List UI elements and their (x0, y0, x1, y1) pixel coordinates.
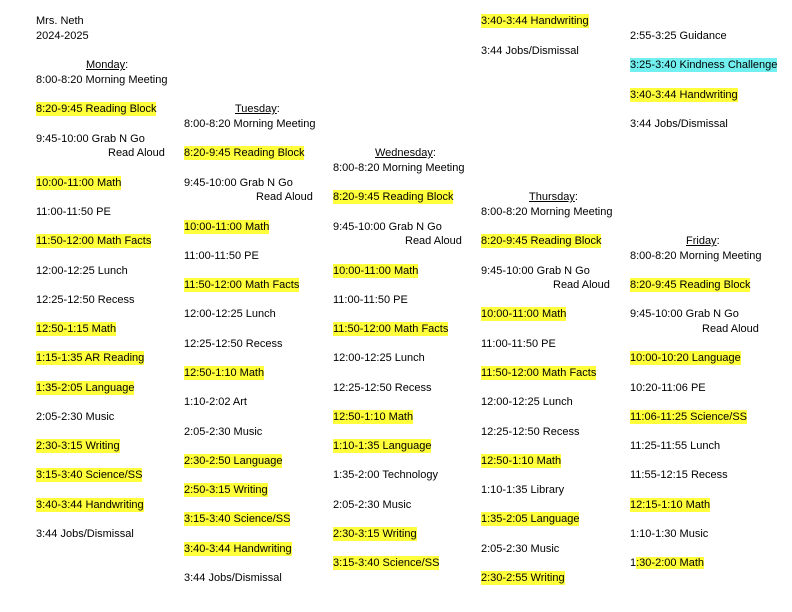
tuesday-item: 12:50-1:10 Math (184, 367, 265, 379)
thursday-item: 1:35-2:05 Language (481, 513, 580, 525)
monday-item: 1:15-1:35 AR Reading (36, 352, 145, 364)
friday-item: 10:20-11:06 PE (630, 382, 706, 394)
monday-item: 12:25-12:50 Recess (36, 294, 135, 306)
thursday-item: Read Aloud (553, 279, 610, 291)
teacher-name: Mrs. Neth (36, 15, 84, 27)
thursday-item: 10:00-11:00 Math (481, 308, 567, 320)
tuesday-item: 9:45-10:00 Grab N Go (184, 177, 293, 189)
wednesday-title: Wednesday (375, 147, 433, 159)
wednesday-item: 1:35-2:00 Technology (333, 469, 438, 481)
tuesday-item: 12:00-12:25 Lunch (184, 308, 276, 320)
thursday-item: 11:00-11:50 PE (481, 338, 556, 350)
thursday-item: 9:45-10:00 Grab N Go (481, 265, 590, 277)
school-year: 2024-2025 (36, 30, 89, 42)
monday-item: 8:20-9:45 Reading Block (36, 103, 157, 115)
monday-item: 10:00-11:00 Math (36, 177, 122, 189)
wednesday-colon: : (432, 147, 436, 159)
monday-item: 11:50-12:00 Math Facts (36, 235, 152, 247)
thursday-colon: : (574, 191, 578, 203)
friday-item: 12:15-1:10 Math (630, 499, 711, 511)
tuesday-item: 1:10-2:02 Art (184, 396, 247, 408)
thursday-heading (529, 190, 578, 204)
monday-item: 11:00-11:50 PE (36, 206, 111, 218)
friday-item: 1:10-1:30 Music (630, 528, 709, 540)
friday-item: 11:55-12:15 Recess (630, 469, 728, 481)
friday-item: 11:25-11:55 Lunch (630, 440, 721, 452)
friday-item-last (630, 556, 704, 570)
monday-colon: : (125, 59, 129, 71)
thursday-continued-item: 3:25-3:40 Kindness Challenge (630, 59, 778, 71)
friday-title: Friday (686, 235, 717, 247)
friday-last-prefix: 1 (630, 557, 637, 569)
wednesday-item: Read Aloud (405, 235, 462, 247)
wednesday-continued-item: 3:44 Jobs/Dismissal (481, 45, 579, 57)
monday-item: 3:15-3:40 Science/SS (36, 469, 143, 481)
wednesday-item: 8:00-8:20 Morning Meeting (333, 162, 465, 174)
thursday-item: 12:00-12:25 Lunch (481, 396, 573, 408)
tuesday-item: 8:00-8:20 Morning Meeting (184, 118, 316, 130)
thursday-item: 2:05-2:30 Music (481, 543, 560, 555)
wednesday-item: 2:30-3:15 Writing (333, 528, 417, 540)
friday-item: 11:06-11:25 Science/SS (630, 411, 748, 423)
monday-item: 1:35-2:05 Language (36, 382, 135, 394)
thursday-item: 12:50-1:10 Math (481, 455, 562, 467)
wednesday-continued-item: 3:40-3:44 Handwriting (481, 15, 589, 27)
tuesday-title: Tuesday (235, 103, 277, 115)
tuesday-item: 2:50-3:15 Writing (184, 484, 268, 496)
friday-item: 8:00-8:20 Morning Meeting (630, 250, 762, 262)
tuesday-item: Read Aloud (256, 191, 313, 203)
wednesday-item: 10:00-11:00 Math (333, 265, 419, 277)
tuesday-item: 3:44 Jobs/Dismissal (184, 572, 282, 584)
wednesday-item: 12:25-12:50 Recess (333, 382, 432, 394)
thursday-continued-item: 3:44 Jobs/Dismissal (630, 118, 728, 130)
monday-item: 9:45-10:00 Grab N Go (36, 133, 145, 145)
monday-item: 3:40-3:44 Handwriting (36, 499, 144, 511)
tuesday-item: 8:20-9:45 Reading Block (184, 147, 305, 159)
thursday-continued-item: 2:55-3:25 Guidance (630, 30, 727, 42)
tuesday-heading (235, 102, 280, 116)
monday-item: Read Aloud (108, 147, 165, 159)
thursday-item: 1:10-1:35 Library (481, 484, 565, 496)
tuesday-item: 2:30-2:50 Language (184, 455, 283, 467)
tuesday-item: 10:00-11:00 Math (184, 221, 270, 233)
friday-item: 10:00-10:20 Language (630, 352, 741, 364)
friday-item: Read Aloud (702, 323, 759, 335)
thursday-item: 12:25-12:50 Recess (481, 426, 580, 438)
monday-item: 3:44 Jobs/Dismissal (36, 528, 134, 540)
tuesday-colon: : (276, 103, 280, 115)
monday-item: 8:00-8:20 Morning Meeting (36, 74, 168, 86)
wednesday-item: 12:00-12:25 Lunch (333, 352, 425, 364)
tuesday-item: 3:15-3:40 Science/SS (184, 513, 291, 525)
tuesday-item: 3:40-3:44 Handwriting (184, 543, 292, 555)
tuesday-item: 11:50-12:00 Math Facts (184, 279, 300, 291)
tuesday-item: 12:25-12:50 Recess (184, 338, 283, 350)
monday-item: 2:30-3:15 Writing (36, 440, 120, 452)
thursday-item: 8:20-9:45 Reading Block (481, 235, 602, 247)
thursday-item: 11:50-12:00 Math Facts (481, 367, 597, 379)
wednesday-item: 8:20-9:45 Reading Block (333, 191, 454, 203)
wednesday-item: 12:50-1:10 Math (333, 411, 414, 423)
thursday-item: 2:30-2:55 Writing (481, 572, 565, 584)
friday-last-highlighted: :30-2:00 Math (636, 557, 704, 569)
monday-item: 12:00-12:25 Lunch (36, 265, 128, 277)
monday-item: 12:50-1:15 Math (36, 323, 117, 335)
wednesday-item: 1:10-1:35 Language (333, 440, 432, 452)
friday-heading (686, 234, 720, 248)
wednesday-item: 3:15-3:40 Science/SS (333, 557, 440, 569)
wednesday-item: 2:05-2:30 Music (333, 499, 412, 511)
monday-heading (86, 58, 128, 72)
thursday-continued-item: 3:40-3:44 Handwriting (630, 89, 738, 101)
wednesday-item: 9:45-10:00 Grab N Go (333, 221, 442, 233)
thursday-title: Thursday (529, 191, 575, 203)
monday-item: 2:05-2:30 Music (36, 411, 115, 423)
wednesday-item: 11:00-11:50 PE (333, 294, 408, 306)
friday-item: 9:45-10:00 Grab N Go (630, 308, 739, 320)
tuesday-item: 2:05-2:30 Music (184, 426, 263, 438)
tuesday-item: 11:00-11:50 PE (184, 250, 259, 262)
friday-colon: : (716, 235, 720, 247)
wednesday-heading (375, 146, 436, 160)
thursday-item: 8:00-8:20 Morning Meeting (481, 206, 613, 218)
wednesday-item: 11:50-12:00 Math Facts (333, 323, 449, 335)
monday-title: Monday (86, 59, 126, 71)
friday-item: 8:20-9:45 Reading Block (630, 279, 751, 291)
